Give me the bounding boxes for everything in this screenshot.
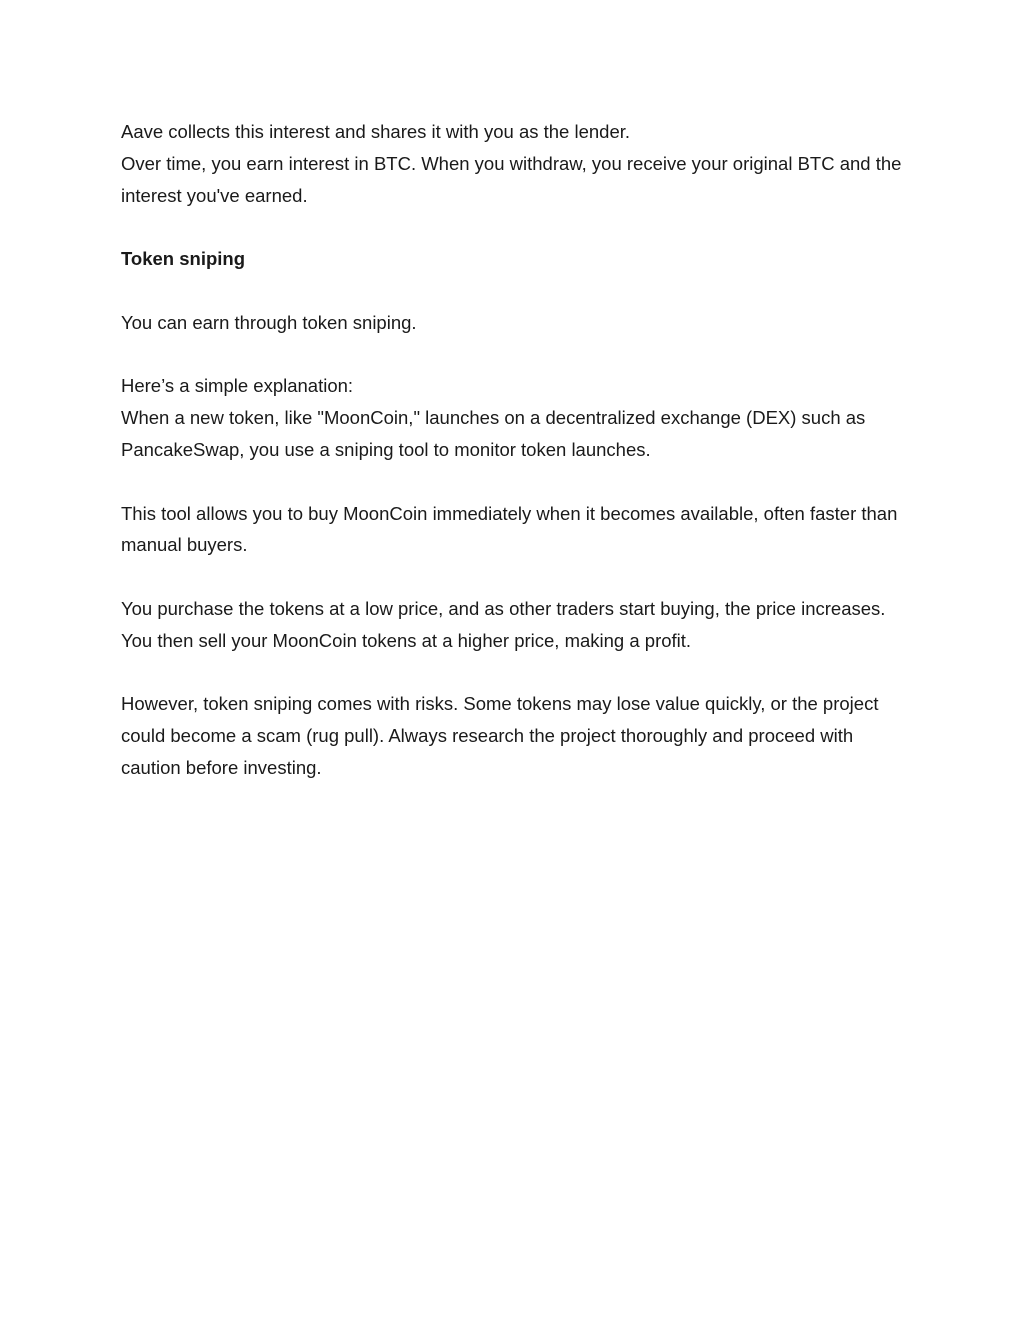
paragraph-intro	[121, 307, 911, 339]
text-line: interest you've earned.	[121, 184, 308, 206]
paragraph-spacer	[121, 561, 911, 593]
text-line: PancakeSwap, you use a sniping tool to monitor token launches.	[121, 438, 651, 460]
paragraph-spacer	[121, 466, 911, 498]
paragraph-aave-interest	[121, 116, 911, 211]
paragraph-profit	[121, 593, 911, 657]
text-line: could become a scam (rug pull). Always research the project thoroughly and proceed with	[121, 725, 854, 747]
heading-token-sniping: Token sniping	[121, 248, 246, 270]
text-line: Over time, you earn interest in BTC. When you withdraw, you receive your original BTC and the	[121, 152, 902, 174]
text-line: Here’s a simple explanation:	[121, 375, 354, 397]
text-line: You then sell your MoonCoin tokens at a higher price, making a profit.	[121, 629, 692, 651]
paragraph-spacer	[121, 275, 911, 307]
text-line: You purchase the tokens at a low price, and as other traders start buying, the price increases.	[121, 597, 886, 619]
paragraph-risks	[121, 688, 911, 783]
paragraph-spacer	[121, 339, 911, 371]
text-line: When a new token, like "MoonCoin," launches on a decentralized exchange (DEX) such as	[121, 407, 866, 429]
text-line: caution before investing.	[121, 756, 322, 778]
document-body	[121, 116, 911, 784]
text-line: You can earn through token sniping.	[121, 311, 417, 333]
text-line: Aave collects this interest and shares it with you as the lender.	[121, 121, 631, 142]
text-line: This tool allows you to buy MoonCoin immediately when it becomes available, often faster than	[121, 502, 898, 524]
paragraph-explanation	[121, 370, 911, 465]
section-heading	[121, 243, 911, 275]
paragraph-spacer	[121, 657, 911, 689]
paragraph-spacer	[121, 211, 911, 243]
paragraph-tool	[121, 498, 911, 562]
text-line: However, token sniping comes with risks. Some tokens may lose value quickly, or the project	[121, 693, 879, 715]
text-line: manual buyers.	[121, 534, 248, 556]
